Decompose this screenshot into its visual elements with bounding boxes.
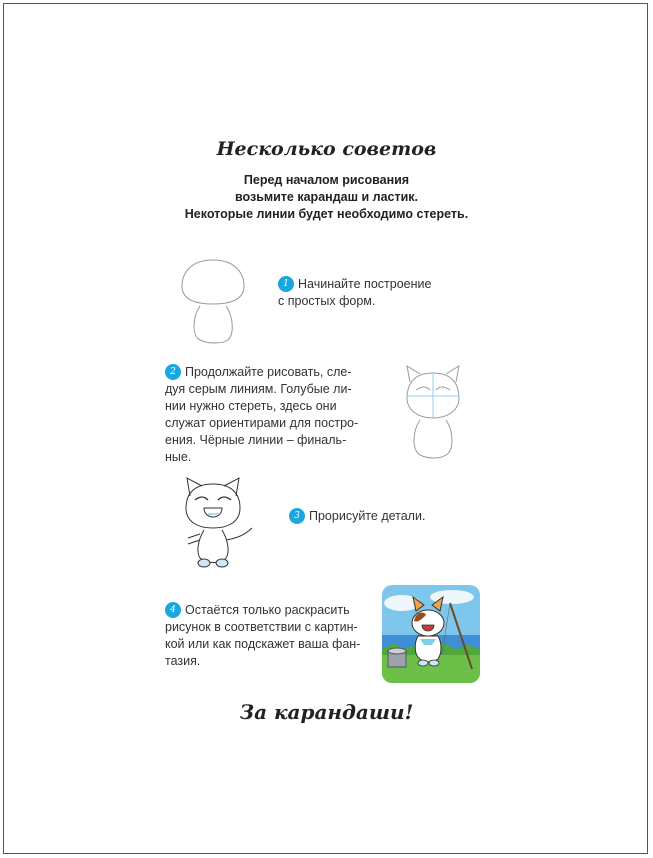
step-2-line-3: нии нужно стереть, здесь они: [165, 399, 337, 413]
step-2-text: [165, 364, 373, 466]
step-2-line-5: ения. Чёрные линии – финаль-: [165, 433, 347, 447]
step-1-line-1: Начинайте построение: [298, 277, 432, 291]
step-1-line-2: с простых форм.: [278, 294, 376, 308]
step-1-badge: 1: [278, 276, 294, 292]
step-4-line-4: тазия.: [165, 654, 201, 668]
intro-line-2: возьмите карандаш и ластик.: [234, 190, 419, 204]
step-4-line-2: рисунок в соответствии с картин-: [165, 620, 358, 634]
step-2-line-6: ные.: [165, 450, 192, 464]
step-2-sketch: [402, 362, 464, 460]
step-2-line-4: служат ориентирами для постро-: [165, 416, 359, 430]
step-4-text: [165, 602, 373, 670]
step-1-sketch: [178, 256, 248, 348]
closing-phrase: За карандаши!: [239, 700, 414, 724]
step-4-badge: 4: [165, 602, 181, 618]
step-4-colored-picture: [382, 585, 480, 683]
step-1-text: [278, 276, 478, 310]
step-3-badge: 3: [289, 508, 305, 524]
step-2-line-1: Продолжайте рисовать, сле-: [185, 365, 352, 379]
step-3-sketch: [180, 474, 260, 570]
page-title: Несколько советов: [216, 138, 437, 160]
step-2-line-2: дуя серым линиям. Голубые ли-: [165, 382, 352, 396]
step-2-badge: 2: [165, 364, 181, 380]
intro-line-1: Перед началом рисования: [243, 173, 410, 187]
intro-text: [0, 172, 653, 223]
step-4-line-3: кой или как подскажет ваша фан-: [165, 637, 361, 651]
step-4-line-1: Остаётся только раскрасить: [185, 603, 350, 617]
step-3-text: [289, 508, 489, 525]
intro-line-3: Некоторые линии будет необходимо стереть.: [184, 207, 469, 221]
step-3-line-1: Прорисуйте детали.: [309, 509, 426, 523]
